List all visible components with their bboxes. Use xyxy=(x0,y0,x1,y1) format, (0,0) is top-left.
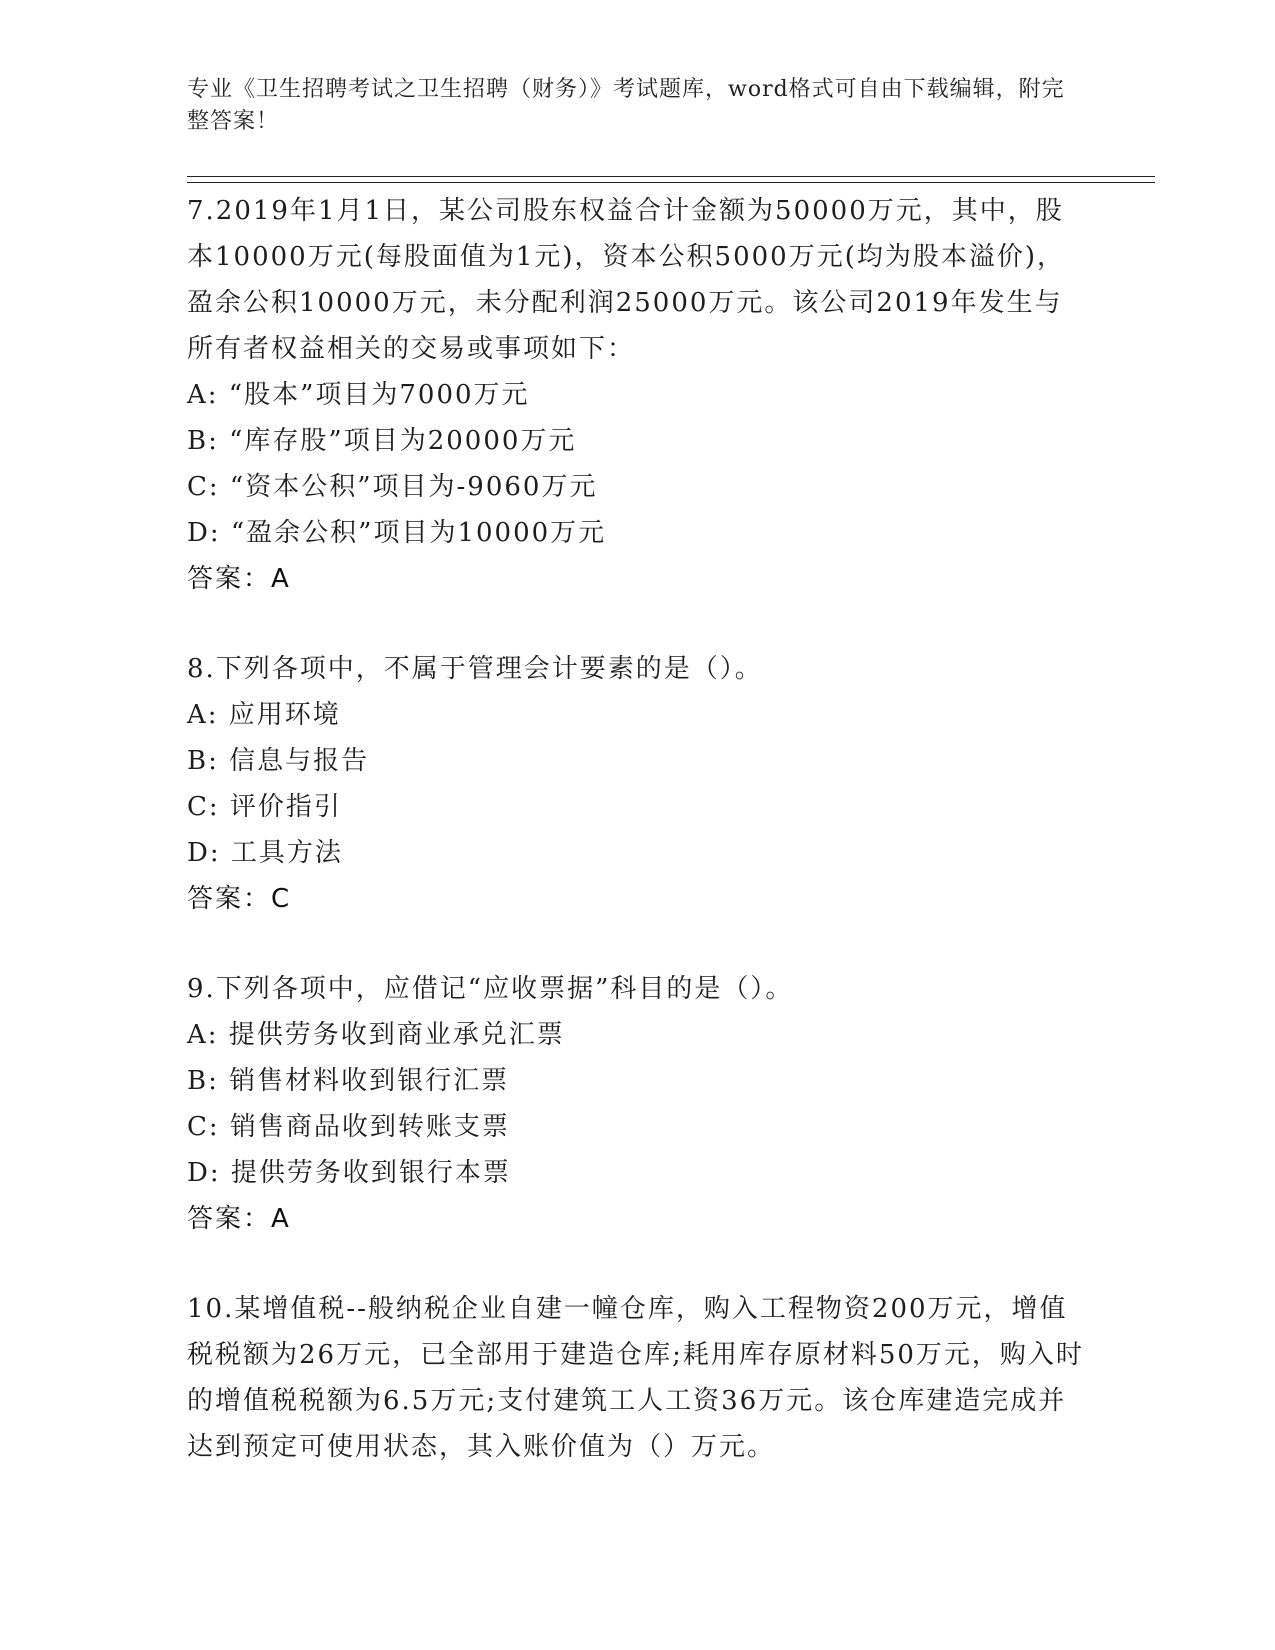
header-rule-bottom xyxy=(187,182,1155,183)
option-b: B: “库存股”项目为20000万元 xyxy=(187,426,577,456)
question-stem: 9.下列各项中，应借记“应收票据”科目的是（）。 xyxy=(187,974,794,1004)
question-stem: 8.下列各项中，不属于管理会计要素的是（）。 xyxy=(187,654,763,684)
option-d: D: “盈余公积”项目为10000万元 xyxy=(187,518,607,548)
option-b: B: 销售材料收到银行汇票 xyxy=(187,1066,510,1096)
option-c: C: “资本公积”项目为-9060万元 xyxy=(187,472,598,502)
document-header: 专业《卫生招聘考试之卫生招聘（财务）》考试题库，word格式可自由下载编辑，附完整答案！ xyxy=(187,77,1065,134)
question-stem: 7.2019年1月1日，某公司股东权益合计金额为50000万元，其中，股本10000万元(每股面值为1元)，资本公积5000万元(均为股本溢价)，盈余公积10000万元，未分配利润25000万元。该公司2019年发生与所有者权益相关的交易或事项如下： xyxy=(187,196,1065,364)
option-b: B: 信息与报告 xyxy=(187,746,370,776)
option-c: C: 评价指引 xyxy=(187,792,342,822)
question-7 xyxy=(187,188,1087,602)
answer: 答案：A xyxy=(187,1204,291,1234)
question-spacer xyxy=(187,1242,1087,1286)
question-list xyxy=(187,188,1087,1470)
question-stem: 10.某增值税--般纳税企业自建一幢仓库，购入工程物资200万元，增值税税额为26万元，已全部用于建造仓库;耗用库存原材料50万元，购入时的增值税税额为6.5万元;支付建筑工人工资36万元。该仓库建造完成并达到预定可使用状态，其入账价值为（）万元。 xyxy=(187,1294,1084,1462)
option-d: D: 工具方法 xyxy=(187,838,343,868)
answer: 答案：C xyxy=(187,884,292,914)
option-d: D: 提供劳务收到银行本票 xyxy=(187,1158,511,1188)
question-spacer xyxy=(187,602,1087,646)
option-a: A: 应用环境 xyxy=(187,700,341,730)
option-c: C: 销售商品收到转账支票 xyxy=(187,1112,510,1142)
question-9 xyxy=(187,966,1087,1242)
header-rule-top xyxy=(187,176,1155,177)
answer: 答案：A xyxy=(187,564,291,594)
question-10 xyxy=(187,1286,1087,1470)
option-a: A: “股本”项目为7000万元 xyxy=(187,380,530,410)
question-spacer xyxy=(187,922,1087,966)
option-a: A: 提供劳务收到商业承兑汇票 xyxy=(187,1020,565,1050)
question-8 xyxy=(187,646,1087,922)
